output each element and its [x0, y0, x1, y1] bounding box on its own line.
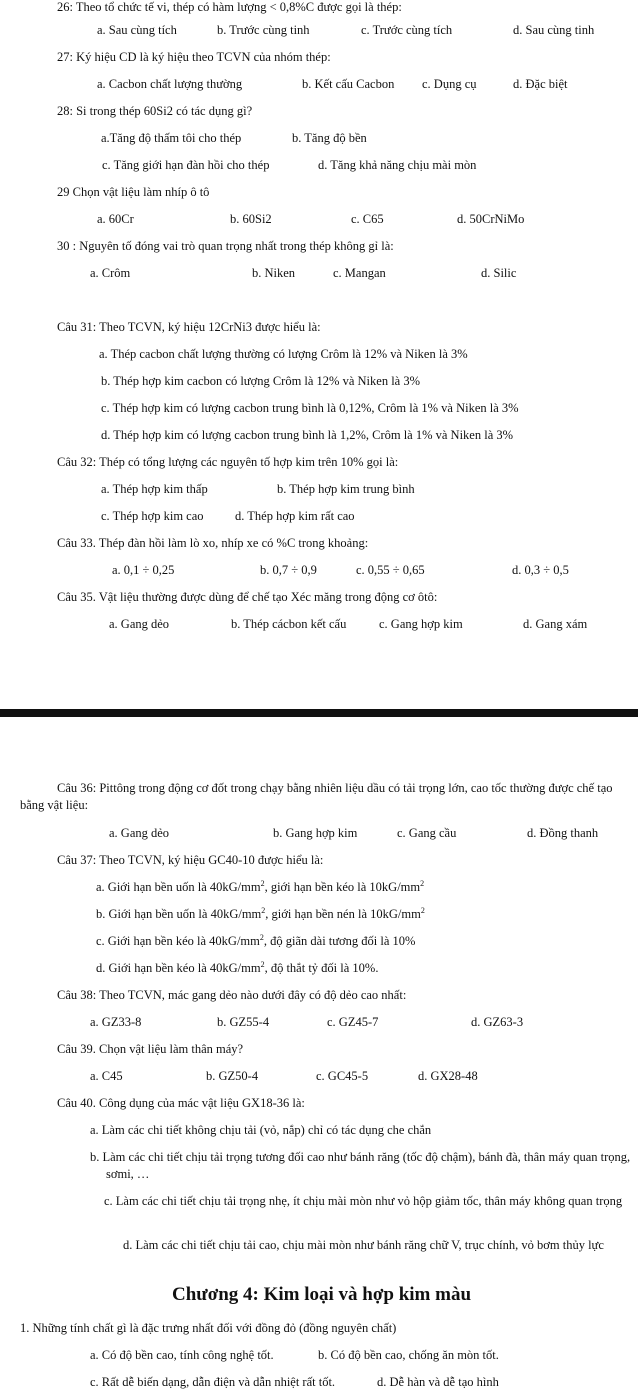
- q33-option-c: c. 0,55 ÷ 0,65: [356, 563, 425, 577]
- q39-stem: Câu 39. Chọn vật liệu làm thân máy?: [57, 1042, 244, 1056]
- q32-option-c: c. Thép hợp kim cao: [101, 509, 204, 523]
- q28-option-b: b. Tăng độ bền: [292, 131, 367, 145]
- c4q1-option-c: c. Rất dễ biến dạng, dẫn điện và dẫn nhiệt rất tốt.: [90, 1375, 336, 1389]
- q32-option-d: d. Thép hợp kim rất cao: [235, 509, 355, 523]
- q38-option-d: d. GZ63-3: [471, 1015, 524, 1029]
- q37-option-c: [96, 934, 415, 948]
- q33-stem: Câu 33. Thép đàn hồi làm lò xo, nhíp xe có %C trong khoảng:: [57, 536, 369, 550]
- q29-option-d: d. 50CrNiMo: [457, 212, 525, 226]
- q26-stem: 26: Theo tổ chức tế vi, thép có hàm lượng < 0,8%C được gọi là thép:: [57, 0, 402, 14]
- q38-option-a: a. GZ33-8: [90, 1015, 142, 1029]
- q37-d-text-1: d. Giới hạn bền kéo là 40kG/mm: [96, 961, 261, 975]
- q36-stem: Câu 36: Pittông trong động cơ đốt trong chạy bằng nhiên liệu dầu có tải trọng lớn, cao tốc thường được chế tạo bằng vật liệu:: [20, 781, 613, 812]
- q30-option-c: c. Mangan: [333, 266, 386, 280]
- c4q1-option-a: a. Có độ bền cao, tính công nghệ tốt.: [90, 1348, 274, 1362]
- q37-c-text-1: c. Giới hạn bền kéo là 40kG/mm: [96, 934, 260, 948]
- q36-option-a: a. Gang dẻo: [109, 826, 170, 840]
- q31-stem: Câu 31: Theo TCVN, ký hiệu 12CrNi3 được hiểu là:: [57, 320, 321, 334]
- q36-option-d: d. Đồng thanh: [527, 826, 599, 840]
- q40-stem: Câu 40. Công dụng của mác vật liệu GX18-36 là:: [57, 1096, 305, 1110]
- q37-b-sq-2: 2: [420, 905, 425, 915]
- q28-option-d: d. Tăng khả năng chịu mài mòn: [318, 158, 477, 172]
- chapter-title: Chương 4: Kim loại và hợp kim màu: [172, 1284, 472, 1305]
- q37-d-sq: 2: [260, 959, 265, 969]
- q29-option-b: b. 60Si2: [230, 212, 272, 226]
- page-break-bar: [0, 709, 638, 717]
- q26-option-b: b. Trước cùng tinh: [217, 23, 310, 37]
- q26-option-a: a. Sau cùng tích: [97, 23, 177, 37]
- q37-a-text-2: , giới hạn bền kéo là 10kG/mm: [264, 880, 421, 894]
- q40-option-b: b. Làm các chi tiết chịu tải trọng tương đối cao như bánh răng (tốc độ chậm), bánh đà, thân máy quan trọng, sơmi, …: [90, 1150, 631, 1181]
- q38-option-b: b. GZ55-4: [217, 1015, 270, 1029]
- q37-b-sq-1: 2: [261, 905, 266, 915]
- q29-stem: 29 Chọn vật liệu làm nhíp ô tô: [57, 185, 210, 199]
- q33-option-a: a. 0,1 ÷ 0,25: [112, 563, 175, 577]
- q39-option-d: d. GX28-48: [418, 1069, 478, 1083]
- q40-option-c: c. Làm các chi tiết chịu tải trọng nhẹ, ít chịu mài mòn như vỏ hộp giảm tốc, thân máy không quan trọng: [104, 1194, 623, 1208]
- q27-option-c: c. Dụng cụ: [422, 77, 477, 91]
- q31-option-d: d. Thép hợp kim có lượng cacbon trung bình là 1,2%, Crôm là 1% và Niken là 3%: [101, 428, 514, 442]
- q31-option-a: a. Thép cacbon chất lượng thường có lượng Crôm là 12% và Niken là 3%: [99, 347, 468, 361]
- q37-a-text-1: a. Giới hạn bền uốn là 40kG/mm: [96, 880, 261, 894]
- c4q1-stem: 1. Những tính chất gì là đặc trưng nhất đối với đồng đỏ (đồng nguyên chất): [20, 1321, 397, 1335]
- q29-option-a: a. 60Cr: [97, 212, 134, 226]
- q37-d-text-2: , độ thắt tỷ đối là 10%.: [264, 961, 379, 975]
- q37-option-d: [96, 961, 378, 975]
- q30-option-a: a. Crôm: [90, 266, 131, 280]
- q36-option-b: b. Gang hợp kim: [273, 826, 358, 840]
- q39-option-c: c. GC45-5: [316, 1069, 369, 1083]
- q36-option-c: c. Gang cầu: [397, 826, 457, 840]
- q28-option-c: c. Tăng giới hạn đàn hồi cho thép: [102, 158, 270, 172]
- q31-option-b: b. Thép hợp kim cacbon có lượng Crôm là 12% và Niken là 3%: [101, 374, 421, 388]
- q29-option-c: c. C65: [351, 212, 384, 226]
- q37-b-text-2: , giới hạn bền nén là 10kG/mm: [265, 907, 421, 921]
- q40-option-a: a. Làm các chi tiết không chịu tải (vỏ, nắp) chỉ có tác dụng che chắn: [90, 1123, 432, 1137]
- q26-option-c: c. Trước cùng tích: [361, 23, 453, 37]
- q30-option-b: b. Niken: [252, 266, 296, 280]
- q32-stem: Câu 32: Thép có tổng lượng các nguyên tố hợp kim trên 10% gọi là:: [57, 455, 399, 469]
- q27-option-b: b. Kết cấu Cacbon: [302, 77, 395, 91]
- q37-c-text-2: , độ giãn dài tương đối là 10%: [263, 934, 416, 948]
- q28-option-a: a.Tăng độ thấm tôi cho thép: [101, 131, 242, 145]
- q30-option-d: d. Silic: [481, 266, 517, 280]
- q38-stem: Câu 38: Theo TCVN, mác gang dẻo nào dưới đây có độ dẻo cao nhất:: [57, 988, 407, 1002]
- c4q1-option-b: b. Có độ bền cao, chống ăn mòn tốt.: [318, 1348, 499, 1362]
- q31-option-c: c. Thép hợp kim có lượng cacbon trung bình là 0,12%, Crôm là 1% và Niken là 3%: [101, 401, 519, 415]
- q28-stem: 28: Si trong thép 60Si2 có tác dụng gì?: [57, 104, 253, 118]
- q37-c-sq: 2: [259, 932, 264, 942]
- q32-option-a: a. Thép hợp kim thấp: [101, 482, 208, 496]
- q39-option-a: a. C45: [90, 1069, 123, 1083]
- q39-option-b: b. GZ50-4: [206, 1069, 259, 1083]
- q33-option-d: d. 0,3 ÷ 0,5: [512, 563, 569, 577]
- q35-option-d: d. Gang xám: [523, 617, 588, 631]
- q35-option-b: b. Thép cácbon kết cấu: [231, 617, 347, 631]
- q37-option-b: [96, 907, 425, 921]
- q35-stem: Câu 35. Vật liệu thường được dùng để chế tạo Xéc măng trong động cơ ôtô:: [57, 590, 438, 604]
- q37-a-sq-2: 2: [420, 878, 425, 888]
- q27-stem: 27: Ký hiệu CD là ký hiệu theo TCVN của nhóm thép:: [57, 50, 331, 64]
- c4q1-option-d: d. Dễ hàn và dễ tạo hình: [377, 1375, 499, 1389]
- q37-option-a: [96, 880, 424, 894]
- q27-option-d: d. Đặc biệt: [513, 77, 568, 91]
- q37-a-sq-1: 2: [260, 878, 265, 888]
- q27-option-a: a. Cacbon chất lượng thường: [97, 77, 243, 91]
- q26-option-d: d. Sau cùng tinh: [513, 23, 595, 37]
- q30-stem: 30 : Nguyên tố đóng vai trò quan trọng nhất trong thép không gỉ là:: [57, 239, 394, 253]
- q37-b-text-1: b. Giới hạn bền uốn là 40kG/mm: [96, 907, 262, 921]
- q38-option-c: c. GZ45-7: [327, 1015, 379, 1029]
- q33-option-b: b. 0,7 ÷ 0,9: [260, 563, 317, 577]
- q35-option-c: c. Gang hợp kim: [379, 617, 463, 631]
- q35-option-a: a. Gang dẻo: [109, 617, 170, 631]
- q32-option-b: b. Thép hợp kim trung bình: [277, 482, 415, 496]
- q40-option-d: d. Làm các chi tiết chịu tải cao, chịu mài mòn như bánh răng chữ V, trục chính, vỏ bơm thủy lực: [123, 1238, 604, 1252]
- q37-stem: Câu 37: Theo TCVN, ký hiệu GC40-10 được hiểu là:: [57, 853, 324, 867]
